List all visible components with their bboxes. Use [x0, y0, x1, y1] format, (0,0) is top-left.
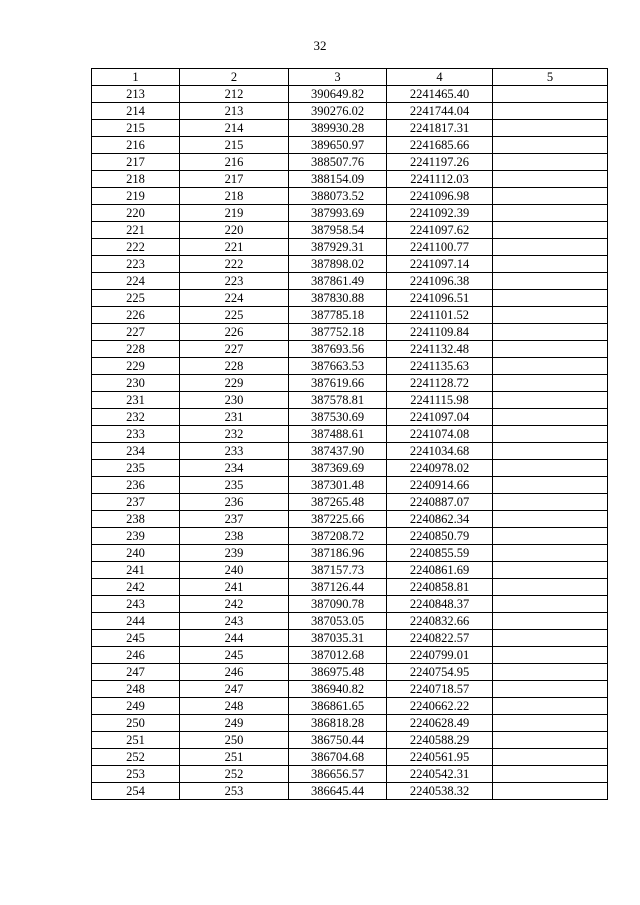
cell-coordinate-y: 2241096.98	[387, 188, 493, 205]
cell-previous-point: 221	[180, 239, 289, 256]
coordinates-table	[91, 68, 608, 800]
cell-note	[493, 783, 608, 800]
table-row	[92, 783, 608, 800]
cell-coordinate-x: 387958.54	[289, 222, 387, 239]
table-row	[92, 392, 608, 409]
cell-note	[493, 324, 608, 341]
cell-coordinate-y: 2241109.84	[387, 324, 493, 341]
cell-coordinate-y: 2241115.98	[387, 392, 493, 409]
cell-previous-point: 234	[180, 460, 289, 477]
table-row	[92, 290, 608, 307]
cell-point-number: 251	[92, 732, 180, 749]
cell-point-number: 234	[92, 443, 180, 460]
cell-point-number: 246	[92, 647, 180, 664]
cell-coordinate-y: 2240588.29	[387, 732, 493, 749]
cell-previous-point: 244	[180, 630, 289, 647]
cell-previous-point: 253	[180, 783, 289, 800]
cell-note	[493, 154, 608, 171]
cell-previous-point: 241	[180, 579, 289, 596]
table-row	[92, 715, 608, 732]
cell-point-number: 218	[92, 171, 180, 188]
cell-coordinate-y: 2241097.14	[387, 256, 493, 273]
cell-coordinate-x: 386656.57	[289, 766, 387, 783]
cell-coordinate-y: 2240799.01	[387, 647, 493, 664]
cell-coordinate-x: 387126.44	[289, 579, 387, 596]
cell-coordinate-y: 2240754.95	[387, 664, 493, 681]
cell-coordinate-y: 2241101.52	[387, 307, 493, 324]
cell-coordinate-x: 387830.88	[289, 290, 387, 307]
cell-coordinate-x: 387785.18	[289, 307, 387, 324]
cell-previous-point: 220	[180, 222, 289, 239]
cell-coordinate-y: 2240832.66	[387, 613, 493, 630]
cell-coordinate-x: 390649.82	[289, 86, 387, 103]
cell-previous-point: 245	[180, 647, 289, 664]
cell-point-number: 250	[92, 715, 180, 732]
cell-point-number: 235	[92, 460, 180, 477]
table-row	[92, 307, 608, 324]
cell-coordinate-x: 387663.53	[289, 358, 387, 375]
cell-point-number: 228	[92, 341, 180, 358]
cell-coordinate-y: 2241197.26	[387, 154, 493, 171]
column-header-2: 2	[180, 69, 289, 86]
cell-coordinate-y: 2241097.62	[387, 222, 493, 239]
cell-coordinate-x: 386704.68	[289, 749, 387, 766]
cell-point-number: 222	[92, 239, 180, 256]
cell-coordinate-x: 387208.72	[289, 528, 387, 545]
cell-note	[493, 732, 608, 749]
table-row	[92, 409, 608, 426]
cell-previous-point: 226	[180, 324, 289, 341]
cell-point-number: 226	[92, 307, 180, 324]
cell-previous-point: 230	[180, 392, 289, 409]
table-row	[92, 528, 608, 545]
cell-coordinate-x: 387578.81	[289, 392, 387, 409]
cell-coordinate-y: 2241100.77	[387, 239, 493, 256]
cell-previous-point: 239	[180, 545, 289, 562]
table-row	[92, 511, 608, 528]
cell-point-number: 241	[92, 562, 180, 579]
cell-note	[493, 664, 608, 681]
table-row	[92, 494, 608, 511]
cell-note	[493, 443, 608, 460]
cell-note	[493, 171, 608, 188]
cell-note	[493, 715, 608, 732]
cell-point-number: 247	[92, 664, 180, 681]
cell-note	[493, 681, 608, 698]
cell-coordinate-y: 2241817.31	[387, 120, 493, 137]
table-row	[92, 596, 608, 613]
cell-coordinate-x: 389650.97	[289, 137, 387, 154]
cell-previous-point: 247	[180, 681, 289, 698]
cell-note	[493, 579, 608, 596]
table-row	[92, 460, 608, 477]
table-row	[92, 664, 608, 681]
cell-coordinate-y: 2241685.66	[387, 137, 493, 154]
cell-note	[493, 222, 608, 239]
cell-note	[493, 137, 608, 154]
cell-point-number: 225	[92, 290, 180, 307]
cell-coordinate-x: 386861.65	[289, 698, 387, 715]
cell-coordinate-x: 387225.66	[289, 511, 387, 528]
cell-coordinate-x: 387929.31	[289, 239, 387, 256]
cell-point-number: 249	[92, 698, 180, 715]
cell-coordinate-y: 2240848.37	[387, 596, 493, 613]
cell-note	[493, 749, 608, 766]
cell-point-number: 240	[92, 545, 180, 562]
cell-coordinate-y: 2240628.49	[387, 715, 493, 732]
cell-previous-point: 242	[180, 596, 289, 613]
cell-note	[493, 698, 608, 715]
table-row	[92, 375, 608, 392]
cell-coordinate-x: 387530.69	[289, 409, 387, 426]
table-row	[92, 120, 608, 137]
cell-point-number: 238	[92, 511, 180, 528]
cell-note	[493, 477, 608, 494]
cell-coordinate-y: 2241096.51	[387, 290, 493, 307]
cell-coordinate-y: 2241135.63	[387, 358, 493, 375]
cell-previous-point: 227	[180, 341, 289, 358]
column-header-5: 5	[493, 69, 608, 86]
cell-previous-point: 228	[180, 358, 289, 375]
cell-coordinate-x: 387053.05	[289, 613, 387, 630]
table-row	[92, 239, 608, 256]
cell-previous-point: 222	[180, 256, 289, 273]
cell-previous-point: 212	[180, 86, 289, 103]
table-row	[92, 681, 608, 698]
table-row	[92, 477, 608, 494]
table-row	[92, 256, 608, 273]
table-row	[92, 698, 608, 715]
table-row	[92, 443, 608, 460]
cell-note	[493, 460, 608, 477]
cell-point-number: 242	[92, 579, 180, 596]
table-row	[92, 426, 608, 443]
cell-note	[493, 562, 608, 579]
table-row	[92, 273, 608, 290]
cell-previous-point: 216	[180, 154, 289, 171]
cell-coordinate-y: 2240862.34	[387, 511, 493, 528]
column-header-4: 4	[387, 69, 493, 86]
cell-point-number: 217	[92, 154, 180, 171]
cell-point-number: 245	[92, 630, 180, 647]
cell-coordinate-x: 388154.09	[289, 171, 387, 188]
cell-point-number: 237	[92, 494, 180, 511]
cell-coordinate-x: 388073.52	[289, 188, 387, 205]
cell-coordinate-x: 387157.73	[289, 562, 387, 579]
cell-note	[493, 256, 608, 273]
cell-coordinate-x: 386750.44	[289, 732, 387, 749]
table-row	[92, 103, 608, 120]
table-row	[92, 647, 608, 664]
table-row	[92, 732, 608, 749]
cell-coordinate-x: 390276.02	[289, 103, 387, 120]
cell-note	[493, 205, 608, 222]
table-row	[92, 562, 608, 579]
cell-coordinate-y: 2241097.04	[387, 409, 493, 426]
table-row	[92, 154, 608, 171]
cell-coordinate-x: 387035.31	[289, 630, 387, 647]
cell-previous-point: 237	[180, 511, 289, 528]
cell-coordinate-x: 387488.61	[289, 426, 387, 443]
cell-previous-point: 232	[180, 426, 289, 443]
cell-coordinate-x: 387861.49	[289, 273, 387, 290]
cell-note	[493, 545, 608, 562]
cell-note	[493, 375, 608, 392]
cell-coordinate-y: 2241128.72	[387, 375, 493, 392]
cell-point-number: 243	[92, 596, 180, 613]
cell-previous-point: 236	[180, 494, 289, 511]
cell-previous-point: 250	[180, 732, 289, 749]
cell-coordinate-y: 2240822.57	[387, 630, 493, 647]
cell-coordinate-y: 2241112.03	[387, 171, 493, 188]
table-row	[92, 205, 608, 222]
cell-point-number: 231	[92, 392, 180, 409]
cell-point-number: 230	[92, 375, 180, 392]
table-row	[92, 171, 608, 188]
cell-previous-point: 213	[180, 103, 289, 120]
cell-previous-point: 218	[180, 188, 289, 205]
table-header	[92, 69, 608, 86]
cell-point-number: 227	[92, 324, 180, 341]
cell-previous-point: 214	[180, 120, 289, 137]
cell-coordinate-x: 387186.96	[289, 545, 387, 562]
cell-note	[493, 647, 608, 664]
cell-note	[493, 86, 608, 103]
cell-coordinate-y: 2240887.07	[387, 494, 493, 511]
cell-coordinate-x: 386818.28	[289, 715, 387, 732]
cell-coordinate-y: 2240855.59	[387, 545, 493, 562]
cell-point-number: 215	[92, 120, 180, 137]
cell-coordinate-x: 386940.82	[289, 681, 387, 698]
cell-point-number: 224	[92, 273, 180, 290]
cell-point-number: 252	[92, 749, 180, 766]
cell-coordinate-y: 2241092.39	[387, 205, 493, 222]
cell-point-number: 216	[92, 137, 180, 154]
column-header-1: 1	[92, 69, 180, 86]
cell-coordinate-y: 2240978.02	[387, 460, 493, 477]
cell-coordinate-x: 387898.02	[289, 256, 387, 273]
cell-previous-point: 219	[180, 205, 289, 222]
cell-coordinate-x: 387265.48	[289, 494, 387, 511]
table-row	[92, 613, 608, 630]
table-row	[92, 579, 608, 596]
cell-note	[493, 188, 608, 205]
table-row	[92, 749, 608, 766]
cell-note	[493, 426, 608, 443]
cell-previous-point: 249	[180, 715, 289, 732]
table-row	[92, 188, 608, 205]
cell-coordinate-x: 387993.69	[289, 205, 387, 222]
cell-note	[493, 511, 608, 528]
table-body	[92, 86, 608, 800]
table-row	[92, 358, 608, 375]
cell-point-number: 220	[92, 205, 180, 222]
table-row	[92, 630, 608, 647]
cell-previous-point: 251	[180, 749, 289, 766]
cell-coordinate-y: 2240914.66	[387, 477, 493, 494]
cell-previous-point: 240	[180, 562, 289, 579]
cell-coordinate-x: 387012.68	[289, 647, 387, 664]
table-row	[92, 137, 608, 154]
cell-coordinate-y: 2240718.57	[387, 681, 493, 698]
table-row	[92, 324, 608, 341]
cell-previous-point: 229	[180, 375, 289, 392]
page-number: 32	[313, 38, 327, 53]
column-header-3: 3	[289, 69, 387, 86]
cell-coordinate-x: 387369.69	[289, 460, 387, 477]
cell-coordinate-y: 2240861.69	[387, 562, 493, 579]
cell-coordinate-x: 387693.56	[289, 341, 387, 358]
cell-point-number: 221	[92, 222, 180, 239]
cell-note	[493, 290, 608, 307]
cell-note	[493, 766, 608, 783]
table-row	[92, 341, 608, 358]
cell-coordinate-y: 2240542.31	[387, 766, 493, 783]
cell-point-number: 233	[92, 426, 180, 443]
cell-point-number: 219	[92, 188, 180, 205]
cell-previous-point: 215	[180, 137, 289, 154]
cell-coordinate-x: 387752.18	[289, 324, 387, 341]
cell-point-number: 223	[92, 256, 180, 273]
cell-coordinate-y: 2241744.04	[387, 103, 493, 120]
cell-previous-point: 252	[180, 766, 289, 783]
cell-previous-point: 246	[180, 664, 289, 681]
table-row	[92, 222, 608, 239]
cell-note	[493, 630, 608, 647]
cell-note	[493, 358, 608, 375]
cell-coordinate-x: 387301.48	[289, 477, 387, 494]
cell-point-number: 254	[92, 783, 180, 800]
cell-coordinate-y: 2240662.22	[387, 698, 493, 715]
cell-note	[493, 494, 608, 511]
cell-previous-point: 233	[180, 443, 289, 460]
cell-coordinate-y: 2240858.81	[387, 579, 493, 596]
cell-note	[493, 273, 608, 290]
cell-previous-point: 248	[180, 698, 289, 715]
cell-point-number: 248	[92, 681, 180, 698]
cell-coordinate-x: 386975.48	[289, 664, 387, 681]
cell-previous-point: 238	[180, 528, 289, 545]
cell-previous-point: 217	[180, 171, 289, 188]
cell-point-number: 239	[92, 528, 180, 545]
header-row	[92, 69, 608, 86]
cell-coordinate-x: 387090.78	[289, 596, 387, 613]
cell-coordinate-x: 386645.44	[289, 783, 387, 800]
cell-previous-point: 231	[180, 409, 289, 426]
cell-coordinate-y: 2241096.38	[387, 273, 493, 290]
cell-point-number: 244	[92, 613, 180, 630]
table-row	[92, 86, 608, 103]
cell-previous-point: 223	[180, 273, 289, 290]
cell-coordinate-y: 2240561.95	[387, 749, 493, 766]
cell-point-number: 253	[92, 766, 180, 783]
cell-point-number: 236	[92, 477, 180, 494]
cell-note	[493, 341, 608, 358]
cell-note	[493, 596, 608, 613]
cell-coordinate-y: 2241465.40	[387, 86, 493, 103]
cell-note	[493, 120, 608, 137]
cell-note	[493, 103, 608, 120]
cell-coordinate-y: 2241034.68	[387, 443, 493, 460]
cell-coordinate-x: 389930.28	[289, 120, 387, 137]
cell-note	[493, 409, 608, 426]
cell-coordinate-x: 387619.66	[289, 375, 387, 392]
cell-note	[493, 239, 608, 256]
cell-point-number: 213	[92, 86, 180, 103]
table-row	[92, 545, 608, 562]
cell-coordinate-y: 2240850.79	[387, 528, 493, 545]
cell-point-number: 232	[92, 409, 180, 426]
cell-coordinate-y: 2240538.32	[387, 783, 493, 800]
cell-previous-point: 243	[180, 613, 289, 630]
cell-coordinate-x: 388507.76	[289, 154, 387, 171]
cell-point-number: 214	[92, 103, 180, 120]
cell-coordinate-x: 387437.90	[289, 443, 387, 460]
cell-coordinate-y: 2241074.08	[387, 426, 493, 443]
cell-point-number: 229	[92, 358, 180, 375]
cell-previous-point: 235	[180, 477, 289, 494]
table-row	[92, 766, 608, 783]
cell-note	[493, 613, 608, 630]
cell-note	[493, 392, 608, 409]
cell-coordinate-y: 2241132.48	[387, 341, 493, 358]
cell-note	[493, 528, 608, 545]
cell-previous-point: 225	[180, 307, 289, 324]
cell-previous-point: 224	[180, 290, 289, 307]
cell-note	[493, 307, 608, 324]
